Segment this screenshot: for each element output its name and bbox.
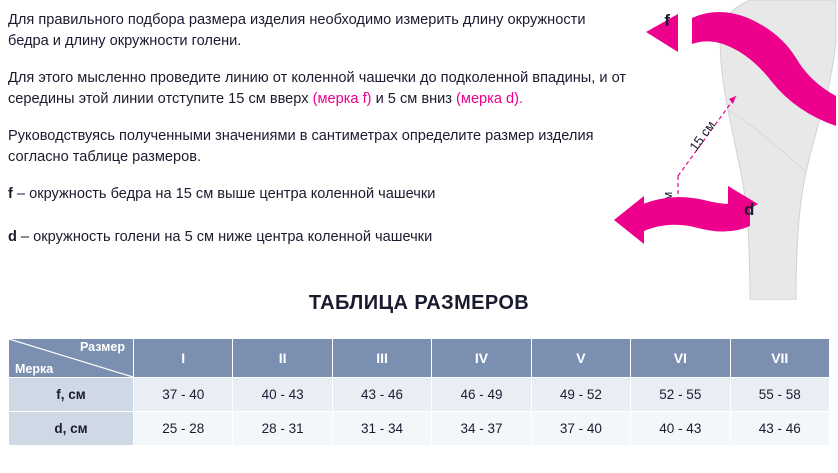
- column-header-4: IV: [432, 339, 531, 378]
- cell-f-1: 37 - 40: [134, 378, 233, 412]
- column-header-3: III: [332, 339, 431, 378]
- column-header-2: II: [233, 339, 332, 378]
- cell-d-4: 34 - 37: [432, 412, 531, 446]
- cell-d-1: 25 - 28: [134, 412, 233, 446]
- cell-f-4: 46 - 49: [432, 378, 531, 412]
- corner-label-size: Размер: [79, 340, 125, 354]
- row-label-f: f, см: [9, 378, 134, 412]
- definition-d: [8, 227, 628, 248]
- row-label-d: d, см: [9, 412, 134, 446]
- instructions-block: [8, 10, 628, 270]
- instruction-paragraph-2: [8, 68, 628, 110]
- cell-d-7: 43 - 46: [730, 412, 829, 446]
- cell-f-5: 49 - 52: [531, 378, 630, 412]
- dimension-15cm-label: 15 см: [686, 117, 719, 154]
- table-title: ТАБЛИЦА РАЗМЕРОВ: [308, 292, 530, 314]
- label-f: f: [664, 11, 670, 30]
- cell-d-6: 40 - 43: [631, 412, 730, 446]
- cell-d-5: 37 - 40: [531, 412, 630, 446]
- instruction-p2-part2: и 5 см вниз: [371, 91, 457, 107]
- label-d: d: [744, 200, 755, 219]
- instruction-p2-part1: Для этого мысленно проведите линию от коленной чашечки до подколенной впадины, и от середины этой линии отступите 15 см вверх: [8, 70, 627, 107]
- measure-d-note: (мерка d).: [456, 91, 524, 107]
- table-row: [9, 378, 830, 412]
- table-row: [9, 412, 830, 446]
- cell-d-2: 28 - 31: [233, 412, 332, 446]
- cell-f-3: 43 - 46: [332, 378, 431, 412]
- column-header-1: I: [134, 339, 233, 378]
- definition-f-label: f: [8, 186, 13, 202]
- table-header-row: [9, 339, 830, 378]
- corner-label-measure: Мерка: [15, 362, 54, 376]
- measure-f-note: (мерка f): [312, 91, 372, 107]
- column-header-5: V: [531, 339, 630, 378]
- cell-f-6: 52 - 55: [631, 378, 730, 412]
- leg-measurement-illustration: [600, 0, 838, 300]
- size-table: [8, 338, 830, 446]
- column-header-7: VII: [730, 339, 829, 378]
- table-corner-header: [9, 339, 134, 378]
- band-d: [614, 186, 758, 244]
- definition-d-text: – окружность голени на 5 см ниже центра коленной чашечки: [16, 229, 433, 245]
- instruction-paragraph-1: Для правильного подбора размера изделия необходимо измерить длину окружности бедра и длину окружности голени.: [8, 12, 586, 49]
- cell-f-2: 40 - 43: [233, 378, 332, 412]
- definition-f-text: – окружность бедра на 15 см выше центра коленной чашечки: [12, 186, 436, 202]
- instruction-paragraph-3: Руководствуясь полученными значениями в сантиметрах определите размер изделия согласно таблице размеров.: [8, 128, 594, 165]
- cell-d-3: 31 - 34: [332, 412, 431, 446]
- column-header-6: VI: [631, 339, 730, 378]
- definition-d-label: d: [8, 229, 17, 245]
- cell-f-7: 55 - 58: [730, 378, 829, 412]
- definition-f: [8, 184, 628, 205]
